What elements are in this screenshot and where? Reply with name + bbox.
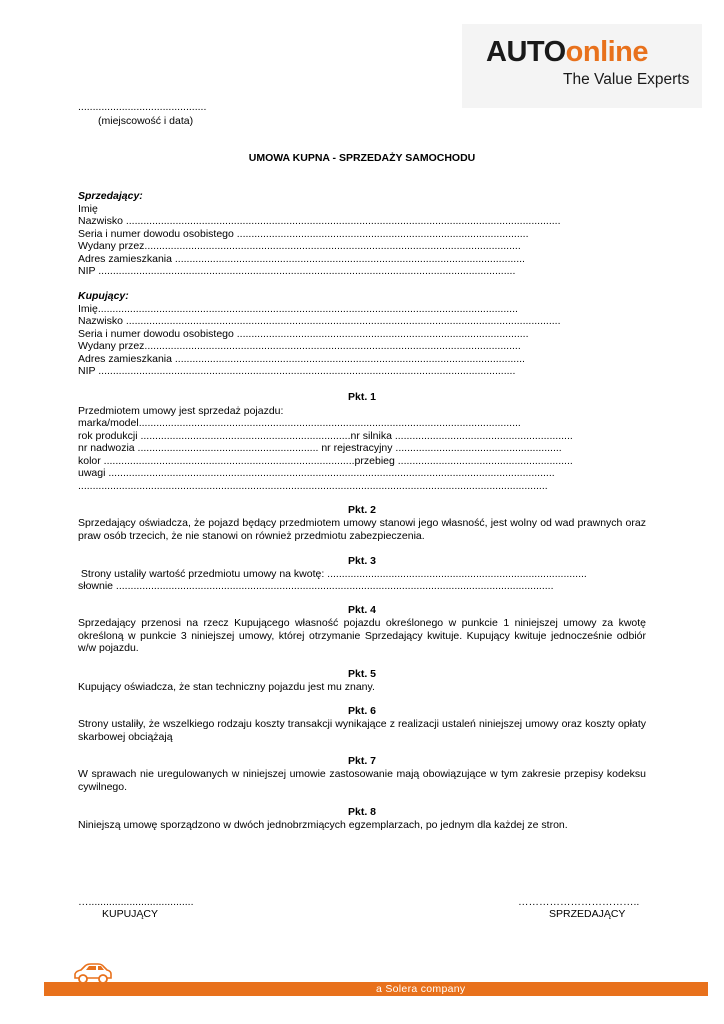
buyer-last-name: Nazwisko ..................................................................................................................................................... [78,315,561,327]
pkt1-body-registration: nr nadwozia .............................................................. nr rejestracyjny ......................................................... [78,442,562,454]
pkt1-year-engine: rok produkcji ........................................................................nr silnika ............................................................. [78,430,573,442]
seller-address: Adres zamieszkania ........................................................................................................................ [78,253,525,265]
place-date-dots: ............................................ [78,101,207,113]
buyer-signature-line: ….................................... [78,896,194,908]
pkt1-notes: uwagi ......................................................................................................................................................... [78,467,555,479]
car-icon [72,962,114,989]
pkt2-heading: Pkt. 2 [347,504,376,516]
pkt6-heading: Pkt. 6 [347,705,376,717]
buyer-address: Adres zamieszkania ........................................................................................................................ [78,353,525,365]
footer-company: a Solera company [376,983,466,995]
pkt5-text: Kupujący oświadcza, że stan techniczny pojazdu jest mu znany. [78,681,375,693]
pkt3-value: Strony ustaliły wartość przedmiotu umowy na kwotę: ......................................................................................... [78,568,587,580]
pkt4-heading: Pkt. 4 [347,604,376,616]
buyer-nip: NIP ............................................................................................................................................... [78,365,516,377]
pkt6-text: Strony ustaliły, że wszelkiego rodzaju koszty transakcji wynikające z realizacji ustaleń niniejszej umowy oraz koszty opłaty skarbowej obciążają [78,718,646,743]
pkt1-heading: Pkt. 1 [347,391,376,403]
pkt1-make-model: marka/model................................................................................................................................... [78,417,521,429]
buyer-heading: Kupujący: [78,290,129,302]
seller-signature-label: SPRZEDAJĄCY [549,908,626,920]
pkt1-intro: Przedmiotem umowy jest sprzedaż pojazdu: [78,405,284,417]
pkt7-text: W sprawach nie uregulowanych w niniejszej umowie zastosowanie mają obowiązujące w tym zakresie przepisy kodeksu cywilnego. [78,768,646,793]
pkt3-heading: Pkt. 3 [347,555,376,567]
place-date-label: (miejscowość i data) [98,115,194,127]
brand-accent: online [565,36,649,68]
brand-main: AUTO [486,36,566,68]
brand-logo [486,36,648,69]
pkt1-color-mileage: kolor ......................................................................................przebieg ............................................................ [78,455,573,467]
pkt7-heading: Pkt. 7 [347,755,376,767]
pkt2-text: Sprzedający oświadcza, że pojazd będący przedmiotem umowy stanowi jego własność, jest wolny od wad prawnych oraz praw osób trzecich, że nie stanowi on również przedmiotu zabezpieczenia. [78,517,646,542]
buyer-signature-label: KUPUJĄCY [102,908,159,920]
buyer-first-name: Imię................................................................................................................................................ [78,303,518,315]
seller-issued-by: Wydany przez................................................................................................................................. [78,240,521,252]
document-title: UMOWA KUPNA - SPRZEDAŻY SAMOCHODU [248,152,476,164]
seller-last-name: Nazwisko ..................................................................................................................................................... [78,215,561,227]
buyer-id-number: Seria i numer dowodu osobistego .................................................................................................... [78,328,529,340]
pkt4-text: Sprzedający przenosi na rzecz Kupującego własność pojazdu określonego w punkcie 1 niniejszej umowy za kwotę określoną w punkcie 3 niniejszej umowy, której otrzymanie Sprzedający kwituje. Kupujący kwituje jednocześnie odbiór w/w pojazdu. [78,617,646,654]
pkt5-heading: Pkt. 5 [347,668,376,680]
brand-tagline: The Value Experts [563,71,690,88]
pkt3-in-words: słownie ...................................................................................................................................................... [78,580,554,592]
seller-first-name: Imię [78,203,98,215]
pkt8-text: Niniejszą umowę sporządzono w dwóch jednobrzmiących egzemplarzach, po jednym dla każdej ze stron. [78,819,568,831]
seller-heading: Sprzedający: [78,190,143,202]
seller-nip: NIP ............................................................................................................................................... [78,265,516,277]
seller-signature-line: …………………………….. [518,896,640,908]
pkt8-heading: Pkt. 8 [347,806,376,818]
seller-id-number: Seria i numer dowodu osobistego .................................................................................................... [78,228,529,240]
buyer-issued-by: Wydany przez................................................................................................................................. [78,340,521,352]
pkt1-notes-cont: ................................................................................................................................................................. [78,480,548,492]
